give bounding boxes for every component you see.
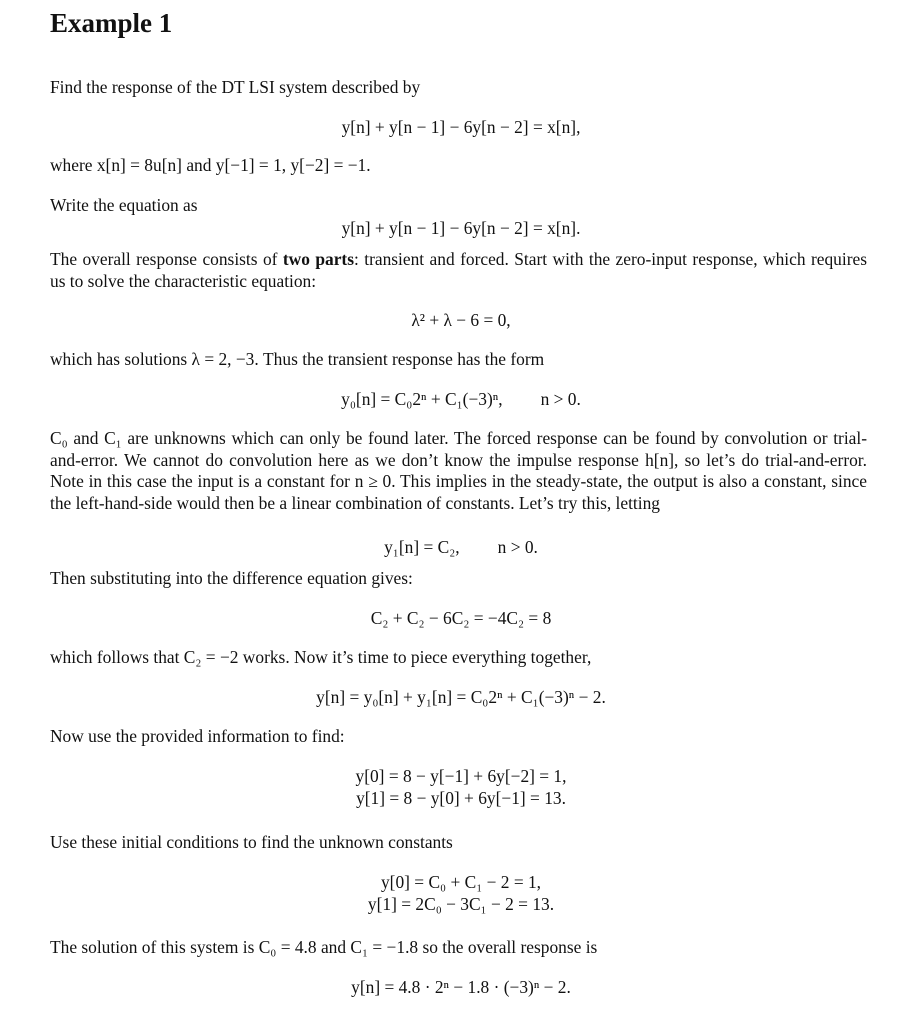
constants-system-equations (0, 871, 922, 915)
piece-together-paragraph: which follows that C₂ = −2 works. Now it’s time to piece everything together, (50, 647, 592, 667)
forced-expr: y₁[n] = C₂, (384, 537, 460, 557)
y1-equation: y[1] = 8 − y[0] + 6y[−1] = 13. (356, 788, 566, 808)
transient-condition: n > 0. (540, 389, 581, 409)
intro-paragraph: Find the response of the DT LSI system described by (50, 77, 421, 97)
constants-paragraph: Use these initial conditions to find the unknown constants (50, 832, 453, 852)
initial-conditions-paragraph: where x[n] = 8u[n] and y[−1] = 1, y[−2] = −1. (50, 155, 371, 175)
overall-response-paragraph (50, 249, 867, 292)
forced-response-equation (0, 536, 922, 558)
p4-after: : transient and forced. Start with the zero-input response, which requires us to solve the characteristic equation: (50, 249, 867, 291)
forced-condition: n > 0. (497, 537, 538, 557)
solutions-paragraph: which has solutions λ = 2, −3. Thus the transient response has the form (50, 349, 545, 369)
initial-values-equations (0, 765, 922, 809)
final-response-equation: y[n] = 4.8 · 2ⁿ − 1.8 · (−3)ⁿ − 2. (351, 977, 571, 997)
forced-response-paragraph: C₀ and C₁ are unknowns which can only be found later. The forced response can be found by convolution or trial-and-error. We cannot do convolution here as we don’t know the impulse response h[n], so let’s do trial-and-error. Note in this case the input is a constant for n ≥ 0. This implies in the steady-state, the output is also a constant, since the left-hand-side would then be a linear combination of constants. Let’s try this, letting (50, 428, 867, 513)
solution-paragraph: The solution of this system is C₀ = 4.8 and C₁ = −1.8 so the overall response is (50, 937, 598, 957)
system-equation-2: y[1] = 2C₀ − 3C₁ − 2 = 13. (367, 894, 555, 914)
transient-response-equation (0, 388, 922, 410)
characteristic-equation: λ² + λ − 6 = 0, (411, 310, 511, 330)
substitution-equation: C₂ + C₂ − 6C₂ = −4C₂ = 8 (370, 608, 552, 628)
page-title: Example 1 (50, 8, 173, 38)
provided-info-paragraph: Now use the provided information to find: (50, 726, 345, 746)
rewrite-paragraph: Write the equation as (50, 195, 198, 215)
system-equation-1: y[0] = C₀ + C₁ − 2 = 1, (380, 872, 542, 892)
y0-equation: y[0] = 8 − y[−1] + 6y[−2] = 1, (355, 766, 567, 786)
general-solution-equation: y[n] = y₀[n] + y₁[n] = C₀2ⁿ + C₁(−3)ⁿ − 2. (316, 687, 606, 707)
difference-equation: y[n] + y[n − 1] − 6y[n − 2] = x[n], (341, 117, 581, 137)
p4-before: The overall response consists of (50, 249, 283, 269)
transient-expr: y₀[n] = C₀2ⁿ + C₁(−3)ⁿ, (341, 389, 503, 409)
rewritten-equation: y[n] + y[n − 1] − 6y[n − 2] = x[n]. (341, 218, 581, 238)
two-parts-bold: two parts (282, 249, 354, 269)
substitution-paragraph: Then substituting into the difference equation gives: (50, 568, 413, 588)
